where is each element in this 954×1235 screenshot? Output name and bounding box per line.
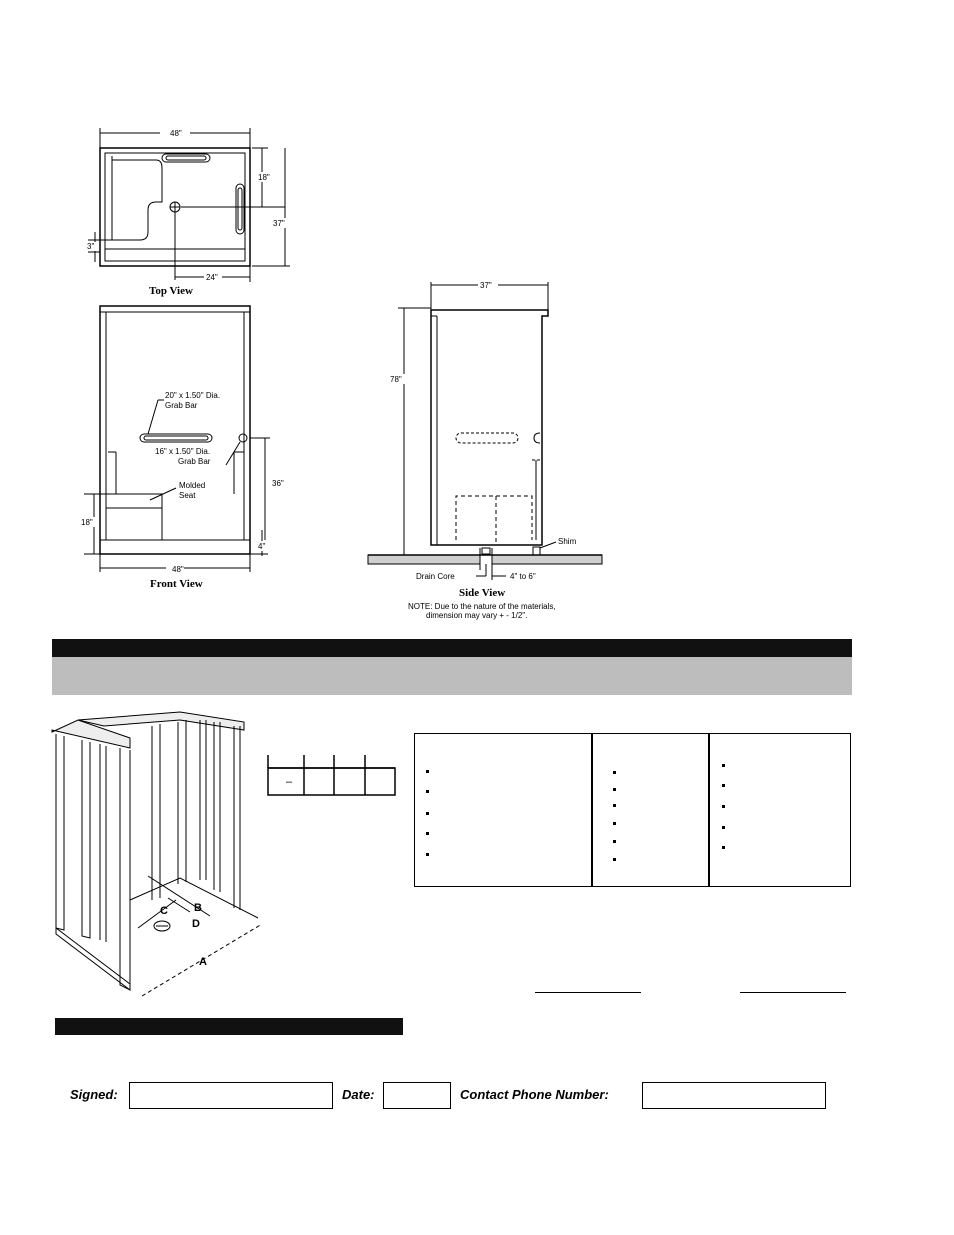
table-dash: – (286, 776, 293, 788)
side-note-line2: dimension may vary + - 1/2". (426, 611, 528, 620)
side-view-title: Side View (459, 587, 506, 599)
section-header-bar (52, 639, 852, 657)
framing-label-b: B (194, 902, 202, 914)
label-seat-line2: Seat (179, 491, 196, 500)
top-dim-width: 48" (170, 129, 182, 138)
side-dim-depth: 37" (480, 281, 492, 290)
dimension-table (268, 755, 398, 797)
date-label: Date: (342, 1087, 375, 1102)
label-grab-16-line1: 16" x 1.50" Dia. (155, 447, 211, 456)
signed-field[interactable] (129, 1082, 333, 1109)
side-dim-height: 78" (390, 375, 402, 384)
phone-field[interactable] (642, 1082, 826, 1109)
options-box (414, 733, 851, 887)
top-dim-grab: 18" (258, 173, 270, 182)
signature-section-bar (55, 1018, 403, 1035)
signed-label: Signed: (70, 1087, 118, 1102)
label-shim: Shim (558, 537, 577, 546)
front-dim-width: 48" (172, 565, 184, 574)
framing-label-c: C (160, 905, 168, 917)
side-note-line1: NOTE: Due to the nature of the materials, (408, 602, 556, 611)
framing-label-a: A (199, 956, 207, 968)
front-dim-seat-height: 18" (81, 518, 93, 527)
top-dim-drain: 24" (206, 273, 218, 282)
label-seat-line1: Molded (179, 481, 206, 490)
options-divider-1 (591, 733, 593, 887)
blank-field-1[interactable] (535, 992, 641, 993)
top-view-title: Top View (149, 285, 193, 297)
framing-label-d: D (192, 918, 200, 930)
label-grab-20-line1: 20" x 1.50" Dia. (165, 391, 221, 400)
phone-label: Contact Phone Number: (460, 1087, 609, 1102)
front-view-title: Front View (150, 578, 203, 590)
label-grab-16-line2: Grab Bar (178, 457, 211, 466)
framing-illustration (52, 712, 262, 996)
options-divider-2 (708, 733, 710, 887)
front-dim-threshold: 4" (258, 542, 266, 551)
date-field[interactable] (383, 1082, 451, 1109)
top-dim-depth: 37" (273, 219, 285, 228)
label-drain-offset: 4" to 6" (510, 572, 536, 581)
front-dim-grab-height: 36" (272, 479, 284, 488)
top-dim-seat: 3" (87, 242, 95, 251)
label-drain-core: Drain Core (416, 572, 455, 581)
blank-field-2[interactable] (740, 992, 846, 993)
section-subheader-bar (52, 657, 852, 695)
label-grab-20-line2: Grab Bar (165, 401, 198, 410)
